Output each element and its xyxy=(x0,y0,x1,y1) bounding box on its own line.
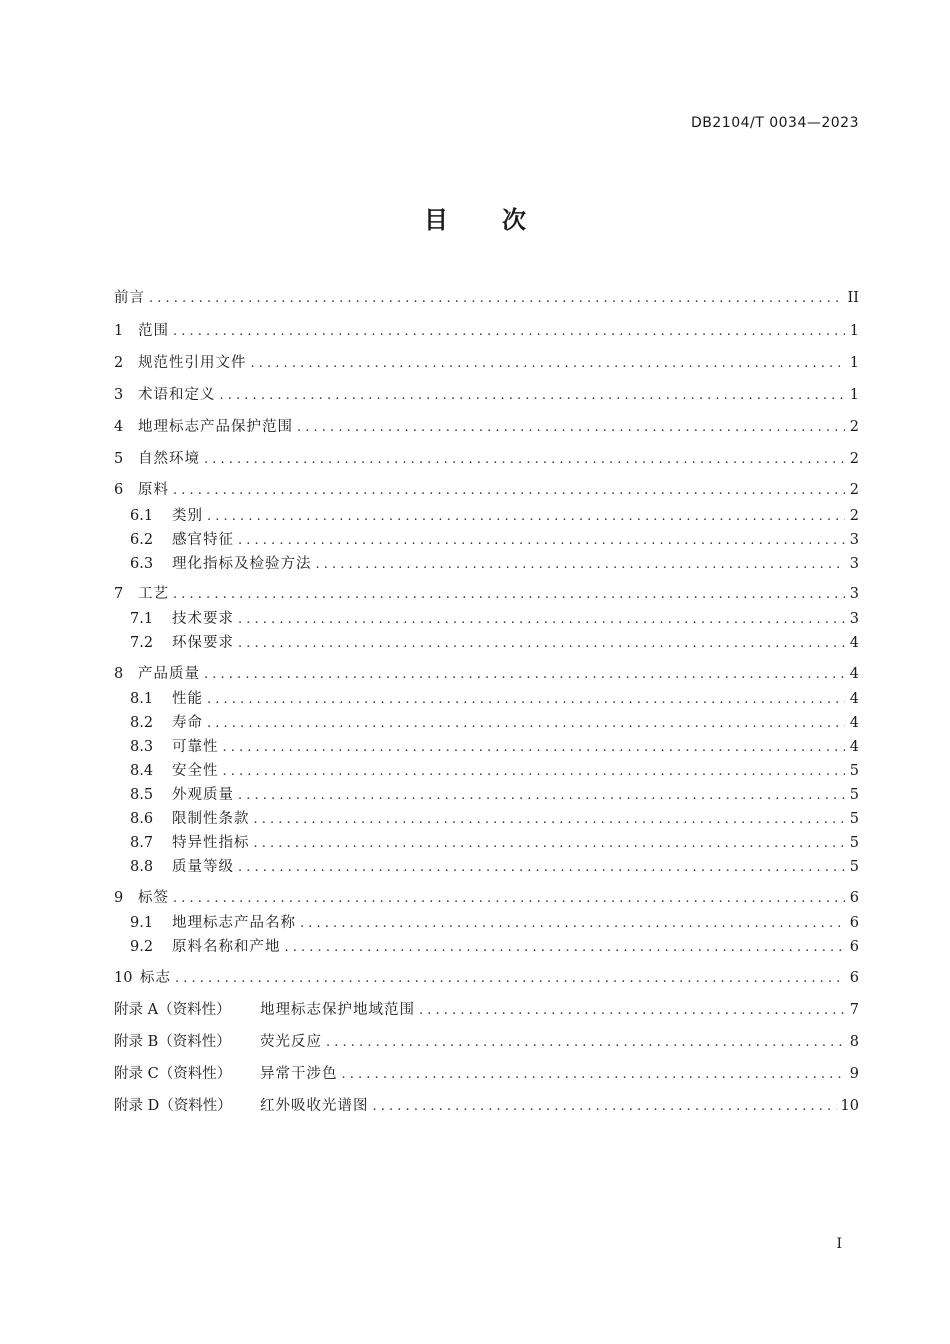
toc-entry-label: 外观质量 xyxy=(172,787,234,803)
page-number: I xyxy=(836,1236,842,1252)
toc-entry-label: 性能 xyxy=(172,691,203,707)
toc-entry-label: 理化指标及检验方法 xyxy=(172,556,312,572)
toc-entry-number: 5 xyxy=(114,451,124,467)
leader-dots xyxy=(207,714,845,734)
toc-entry-page: 3 xyxy=(849,556,859,572)
toc-entry-label: 环保要求 xyxy=(172,635,234,651)
leader-dots xyxy=(254,834,846,854)
toc-entry-label: 技术要求 xyxy=(172,611,234,627)
toc-entry-page: 2 xyxy=(849,419,859,435)
toc-entry-page: 7 xyxy=(849,1002,859,1018)
leader-dots xyxy=(238,786,845,806)
leader-dots xyxy=(373,1097,837,1117)
toc-entry-page: 3 xyxy=(849,586,859,602)
toc-entry-label: 规范性引用文件 xyxy=(138,355,247,371)
toc-entry-page: 1 xyxy=(849,355,859,371)
leader-dots xyxy=(149,289,844,309)
toc-entry-label: 安全性 xyxy=(172,763,219,779)
toc-annex-entry[interactable] xyxy=(114,1032,859,1052)
title-char-2: 次 xyxy=(502,206,526,234)
toc-entry-page: 3 xyxy=(849,532,859,548)
toc-entry-label: 寿命 xyxy=(172,715,203,731)
toc-entry-label: 类别 xyxy=(172,508,203,524)
toc-entry-number: 1 xyxy=(114,323,124,339)
toc-entry-label: 地理标志保护地域范围 xyxy=(260,1002,415,1018)
leader-dots xyxy=(173,585,845,605)
toc-entry[interactable] xyxy=(114,321,859,341)
toc-subentry[interactable] xyxy=(114,737,859,757)
toc-entry-page: 5 xyxy=(849,811,859,827)
toc-entry-number: 6.3 xyxy=(130,556,154,572)
toc-entry-page: 4 xyxy=(849,691,859,707)
toc-entry-number: 7.1 xyxy=(130,611,154,627)
toc-entry-label: 产品质量 xyxy=(138,666,200,682)
toc-annex-entry[interactable] xyxy=(114,1000,859,1020)
leader-dots xyxy=(300,914,845,934)
toc-entry-number: 2 xyxy=(114,355,124,371)
toc-subentry[interactable] xyxy=(114,554,859,574)
toc-entry-number: 7 xyxy=(114,586,124,602)
toc-entry-label: 标志 xyxy=(140,970,171,986)
toc-entry-page: 5 xyxy=(849,859,859,875)
toc-annex-number: 附录 D（资料性） xyxy=(114,1098,232,1114)
toc-entry-label: 地理标志产品保护范围 xyxy=(138,419,293,435)
toc-entry-number: 8.4 xyxy=(130,763,154,779)
toc-annex-entry[interactable] xyxy=(114,1064,859,1084)
leader-dots xyxy=(204,450,845,470)
toc-entry-label: 红外吸收光谱图 xyxy=(260,1098,369,1114)
toc-entry[interactable] xyxy=(114,664,859,684)
toc-entry-number: 4 xyxy=(114,419,124,435)
toc-subentry[interactable] xyxy=(114,913,859,933)
toc-entry-number: 8.3 xyxy=(130,739,154,755)
leader-dots xyxy=(238,610,845,630)
toc-annex-entry[interactable] xyxy=(114,1096,859,1116)
toc-entry-number: 7.2 xyxy=(130,635,154,651)
leader-dots xyxy=(204,665,845,685)
toc-annex-number: 附录 C（资料性） xyxy=(114,1066,232,1082)
toc-entry-label: 术语和定义 xyxy=(138,387,216,403)
leader-dots xyxy=(175,969,845,989)
leader-dots xyxy=(207,690,845,710)
toc-entry-label: 标签 xyxy=(138,890,169,906)
toc-entry-page: II xyxy=(847,290,859,306)
document-number: DB2104/T 0034—2023 xyxy=(691,115,859,131)
toc-entry-number: 6.1 xyxy=(130,508,154,524)
toc-entry-page: 5 xyxy=(849,787,859,803)
toc-entry-label: 范围 xyxy=(138,323,169,339)
toc-entry-label: 可靠性 xyxy=(172,739,219,755)
leader-dots xyxy=(316,555,846,575)
leader-dots xyxy=(238,634,845,654)
toc-entry-number: 9.1 xyxy=(130,915,154,931)
toc-entry-label: 异常干涉色 xyxy=(260,1066,338,1082)
toc-annex-number: 附录 B（资料性） xyxy=(114,1034,231,1050)
toc-entry-page: 4 xyxy=(849,715,859,731)
toc-entry-label: 质量等级 xyxy=(172,859,234,875)
toc-entry-number: 8.2 xyxy=(130,715,154,731)
toc-entry-number: 9 xyxy=(114,890,124,906)
toc-subentry[interactable] xyxy=(114,937,859,957)
toc-subentry[interactable] xyxy=(114,506,859,526)
page-title xyxy=(0,200,950,235)
toc-entry-page: 6 xyxy=(849,890,859,906)
toc-entry-page: 10 xyxy=(840,1098,859,1114)
leader-dots xyxy=(285,938,846,958)
toc-entry[interactable] xyxy=(114,584,859,604)
leader-dots xyxy=(207,507,845,527)
leader-dots xyxy=(254,810,846,830)
toc-entry-page: 2 xyxy=(849,508,859,524)
leader-dots xyxy=(173,481,845,501)
toc-subentry[interactable] xyxy=(114,857,859,877)
toc-entry[interactable] xyxy=(114,480,859,500)
toc-entry-label: 荧光反应 xyxy=(260,1034,322,1050)
leader-dots xyxy=(297,418,845,438)
toc-entry-number: 8.7 xyxy=(130,835,154,851)
toc-entry-number: 8 xyxy=(114,666,124,682)
toc-entry-page: 1 xyxy=(849,323,859,339)
leader-dots xyxy=(238,531,845,551)
toc-entry-number: 8.8 xyxy=(130,859,154,875)
title-char-1: 目 xyxy=(424,206,448,234)
toc-subentry[interactable] xyxy=(114,713,859,733)
toc-subentry[interactable] xyxy=(114,761,859,781)
toc-subentry[interactable] xyxy=(114,530,859,550)
toc-entry-label: 地理标志产品名称 xyxy=(172,915,296,931)
toc-entry-label: 特异性指标 xyxy=(172,835,250,851)
toc-entry-label: 感官特征 xyxy=(172,532,234,548)
toc-entry-label: 限制性条款 xyxy=(172,811,250,827)
leader-dots xyxy=(223,762,846,782)
toc-entry-number: 9.2 xyxy=(130,939,154,955)
toc-annex-number: 附录 A（资料性） xyxy=(114,1002,231,1018)
toc-entry-page: 3 xyxy=(849,611,859,627)
toc-subentry[interactable] xyxy=(114,809,859,829)
toc-entry-page: 8 xyxy=(849,1034,859,1050)
leader-dots xyxy=(173,889,845,909)
toc-entry[interactable] xyxy=(114,417,859,437)
toc-entry-label: 原料 xyxy=(138,482,169,498)
toc-entry-label: 原料名称和产地 xyxy=(172,939,281,955)
toc-entry-number: 8.6 xyxy=(130,811,154,827)
toc-entry-number: 8.1 xyxy=(130,691,154,707)
toc-entry-page: 1 xyxy=(849,387,859,403)
toc-entry[interactable] xyxy=(114,385,859,405)
toc-entry-number: 6.2 xyxy=(130,532,154,548)
leader-dots xyxy=(251,354,846,374)
toc-entry[interactable] xyxy=(114,449,859,469)
toc-subentry[interactable] xyxy=(114,689,859,709)
toc-entry[interactable] xyxy=(114,353,859,373)
leader-dots xyxy=(173,322,845,342)
toc-entry-page: 4 xyxy=(849,739,859,755)
toc-entry-page: 2 xyxy=(849,482,859,498)
toc-entry-number: 6 xyxy=(114,482,124,498)
toc-subentry[interactable] xyxy=(114,833,859,853)
toc-entry-label: 工艺 xyxy=(138,586,169,602)
toc-entry[interactable] xyxy=(114,968,859,988)
toc-entry-page: 4 xyxy=(849,635,859,651)
leader-dots xyxy=(419,1001,845,1021)
toc-entry-number: 3 xyxy=(114,387,124,403)
toc-entry-label: 前言 xyxy=(114,290,145,306)
toc-entry-page: 6 xyxy=(849,939,859,955)
toc-entry[interactable] xyxy=(114,888,859,908)
toc-entry-page: 6 xyxy=(849,915,859,931)
toc-entry-label: 自然环境 xyxy=(138,451,200,467)
toc-entry-page: 4 xyxy=(849,666,859,682)
toc-entry-number: 10 xyxy=(114,970,133,986)
leader-dots xyxy=(220,386,846,406)
leader-dots xyxy=(238,858,845,878)
toc-subentry[interactable] xyxy=(114,785,859,805)
toc-entry-page: 2 xyxy=(849,451,859,467)
toc-subentry[interactable] xyxy=(114,633,859,653)
toc-subentry[interactable] xyxy=(114,609,859,629)
leader-dots xyxy=(342,1065,846,1085)
leader-dots xyxy=(223,738,846,758)
toc-entry-page: 9 xyxy=(849,1066,859,1082)
toc-entry-page: 5 xyxy=(849,763,859,779)
toc-entry-page: 6 xyxy=(849,970,859,986)
toc-entry[interactable] xyxy=(114,288,859,308)
leader-dots xyxy=(326,1033,845,1053)
toc-entry-page: 5 xyxy=(849,835,859,851)
toc-entry-number: 8.5 xyxy=(130,787,154,803)
